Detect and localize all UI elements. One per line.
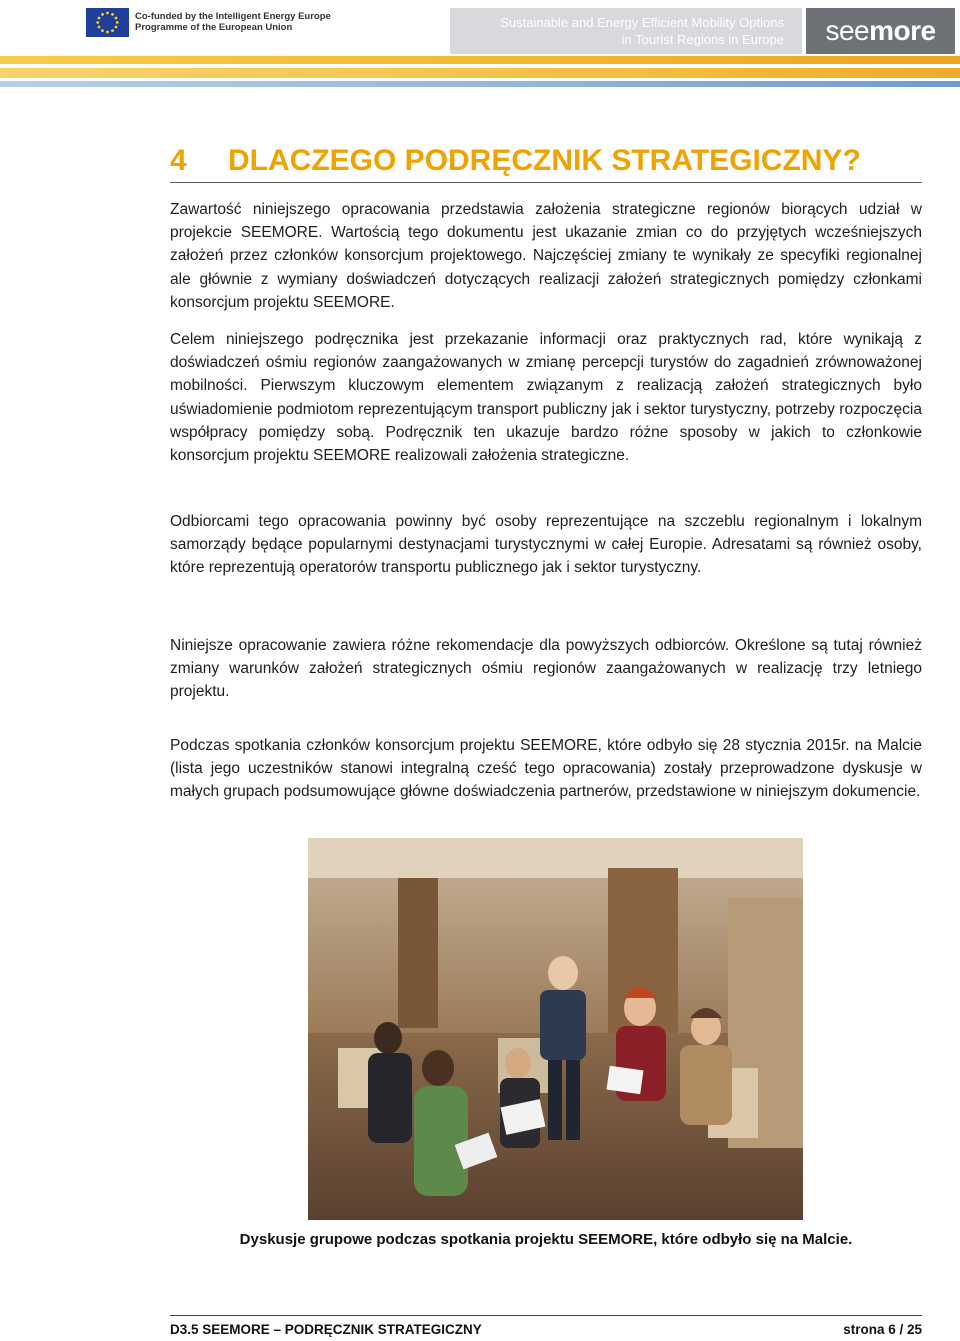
photo-caption: Dyskusje grupowe podczas spotkania projektu SEEMORE, które odbyło się na Malcie. (239, 1231, 853, 1248)
eu-flag-icon (86, 8, 129, 37)
section-heading (170, 142, 922, 180)
eu-funding-line-1: Co-funded by the Intelligent Energy Europe (135, 11, 331, 22)
seemore-logo (806, 8, 955, 54)
eu-funding-line-2: Programme of the European Union (135, 22, 293, 33)
seemore-logo-bold: more (869, 15, 936, 46)
paragraph-5: Podczas spotkania członków konsorcjum projektu SEEMORE, które odbyło się 28 stycznia 2015r. na Malcie (lista jego uczestników stanowi integralną cześć tego opracowania) zostały przeprowadzone dyskusje w małych grupach podsumowujące główne doświadczenia partnerów, przedstawione w niniejszym dokumencie. (170, 737, 922, 801)
eu-funding-logo (86, 7, 331, 37)
paragraph-1: Zawartość niniejszego opracowania przedstawia założenia strategiczne regionów biorących udział w projekcie SEEMORE. Wartością tego dokumentu jest ukazanie zmian co do przyjętych wcześniejszych założeń przez członków konsorcjum projektowego. Najczęściej zmiany te wynikały ze specyfiki regionalnej ale głównie z wymiany doświadczeń dotyczących realizacji założeń strategicznych pomiędzy członkami konsorcjum projektu SEEMORE. (170, 201, 922, 311)
footer-document-title: D3.5 SEEMORE – PODRĘCZNIK STRATEGICZNY (170, 1322, 482, 1337)
paragraph-2: Celem niniejszego podręcznika jest przekazanie informacji oraz praktycznych rad, które wynikają z doświadczeń ośmiu regionów zaangażowanych w zmianę percepcji turystów do zagadnień zrównoważonej mobilności. Pierwszym kluczowym elementem związanym z realizacją założeń strategicznych było uświadomienie podmiotom reprezentującym transport publiczny jak i sektor turystyczny, potrzeby rozpoczęcia współpracy pomiędzy sobą. Podręcznik ten ukazuje bardzo różne sposoby w jakich to członkowie konsorcjum projektu SEEMORE realizowali założenia strategiczne. (170, 331, 922, 465)
section-number: 4 (170, 144, 187, 177)
stripe-blue (0, 81, 960, 87)
eu-funding-text (135, 11, 331, 33)
section-title: DLACZEGO PODRĘCZNIK STRATEGICZNY? (228, 144, 861, 177)
footer-page-number: strona 6 / 25 (843, 1322, 922, 1337)
project-title-banner (450, 8, 802, 54)
project-title-line-2: in Tourist Regions in Europe (621, 32, 784, 47)
footer-divider (170, 1315, 922, 1316)
project-title-line-1: Sustainable and Energy Efficient Mobility Options (500, 15, 784, 30)
header-stripes (0, 56, 960, 90)
seemore-logo-light: see (825, 15, 870, 46)
stripe-yellow-bottom (0, 68, 960, 78)
paragraph-3: Odbiorcami tego opracowania powinny być osoby reprezentujące na szczeblu regionalnym i lokalnym samorządy będące popularnymi destynacjami turystycznymi w całej Europie. Adresatami są również osoby, które reprezentują operatorów transportu publicznego jak i sektor turystyczny. (170, 513, 922, 577)
page-header (0, 0, 960, 92)
stripe-yellow-top (0, 56, 960, 64)
heading-divider (170, 182, 922, 183)
paragraph-4: Niniejsze opracowanie zawiera różne rekomendacje dla powyższych odbiorców. Określone są tutaj również zmiany warunków założeń strategicznych ośmiu regionów zaangażowanych w realizację trzy letniego projektu. (170, 637, 922, 701)
group-discussion-photo (308, 838, 803, 1220)
